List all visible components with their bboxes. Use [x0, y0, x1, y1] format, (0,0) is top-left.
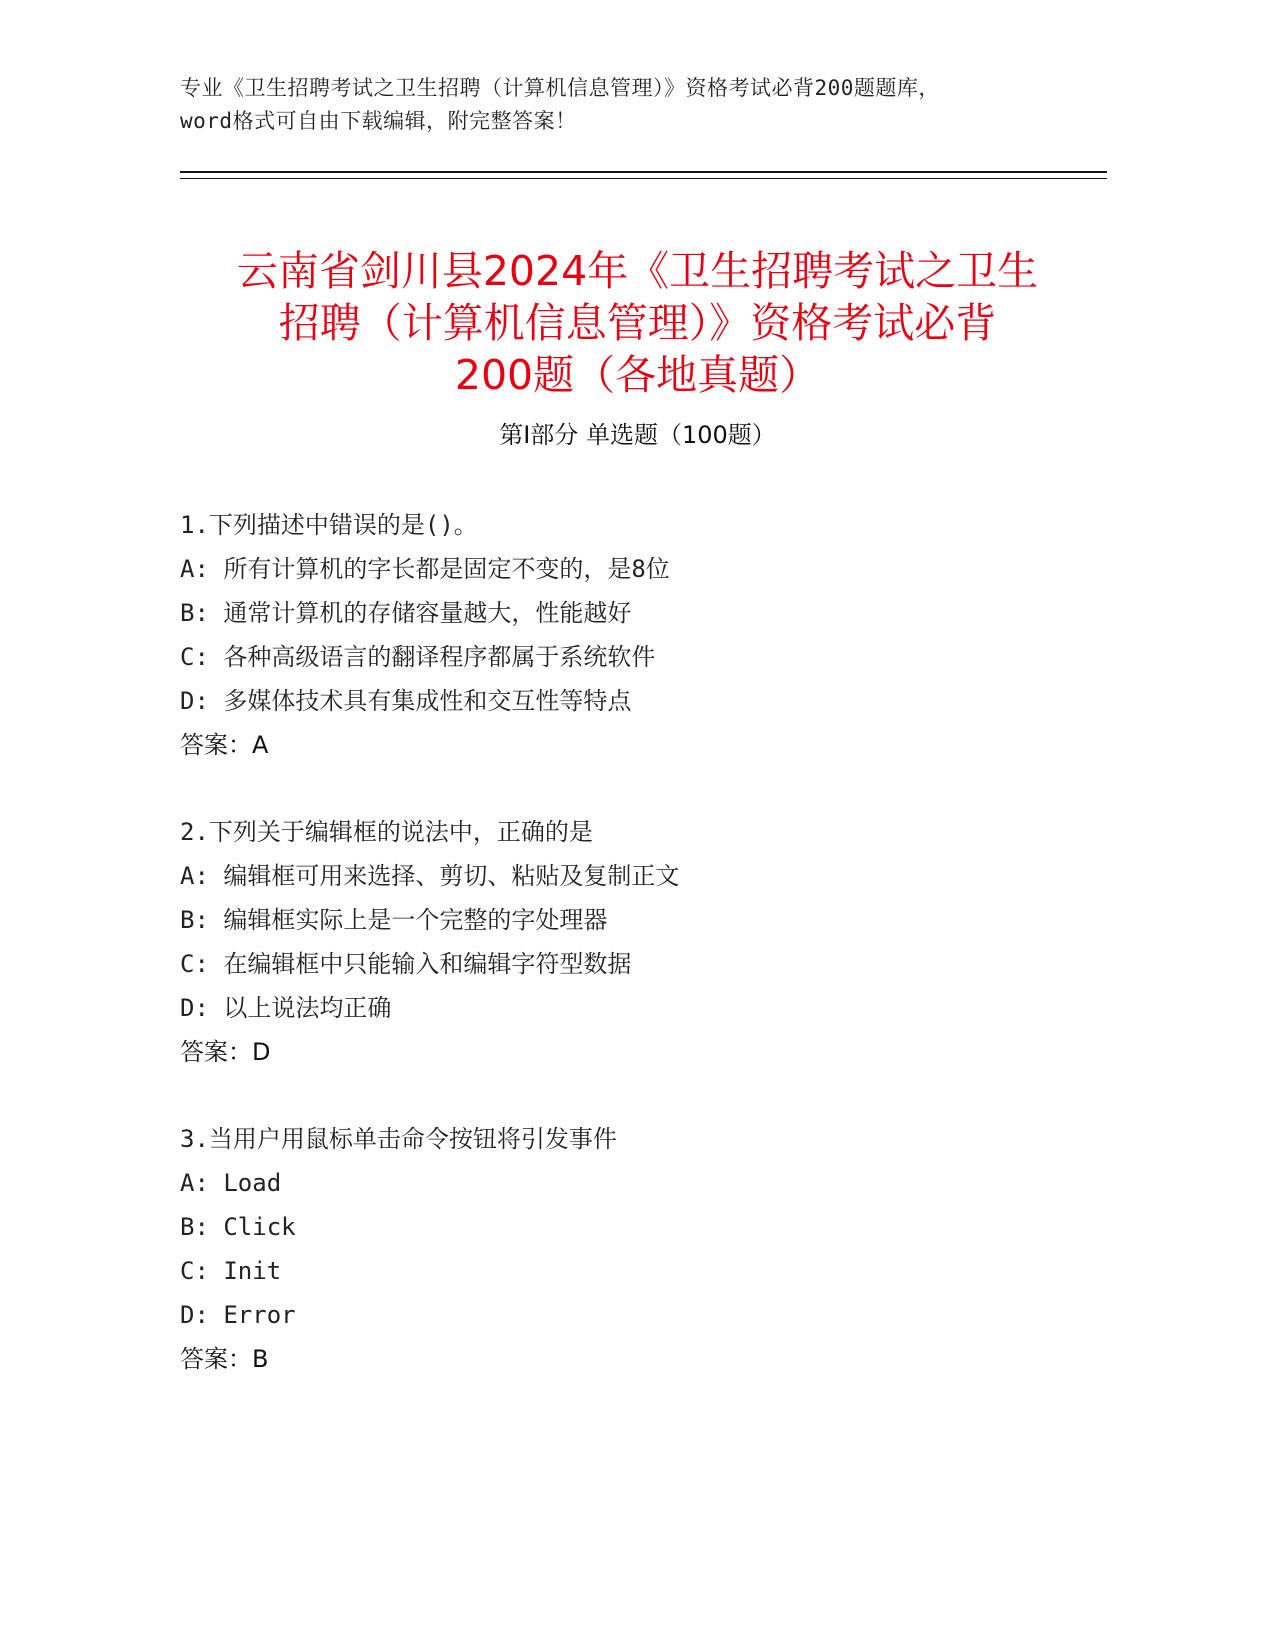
- option-c: C: 在编辑框中只能输入和编辑字符型数据: [180, 950, 632, 978]
- intro-line-1: 专业《卫生招聘考试之卫生招聘（计算机信息管理）》资格考试必背200题题库，: [180, 76, 940, 100]
- title-line-3: 200题（各地真题）: [454, 351, 821, 400]
- option-a: A: 编辑框可用来选择、剪切、粘贴及复制正文: [180, 862, 680, 890]
- option-b: B: 通常计算机的存储容量越大，性能越好: [180, 599, 632, 627]
- document-title: [150, 245, 1125, 401]
- title-line-1: 云南省剑川县2024年《卫生招聘考试之卫生: [236, 247, 1039, 296]
- option-d: D: 多媒体技术具有集成性和交互性等特点: [180, 687, 632, 715]
- question-1: [180, 503, 1110, 767]
- question-stem: 1.下列描述中错误的是()。: [180, 511, 478, 539]
- option-c: C: 各种高级语言的翻译程序都属于系统软件: [180, 643, 656, 671]
- option-a: A: 所有计算机的字长都是固定不变的，是8位: [180, 555, 670, 583]
- option-a: A: Load: [180, 1169, 282, 1197]
- option-b: B: 编辑框实际上是一个完整的字处理器: [180, 906, 608, 934]
- intro-line-2: word格式可自由下载编辑，附完整答案！: [180, 109, 577, 133]
- option-b: B: Click: [180, 1213, 296, 1241]
- option-d: D: Error: [180, 1301, 296, 1329]
- answer: 答案：D: [180, 1038, 271, 1066]
- question-3: [180, 1117, 1110, 1381]
- answer: 答案：A: [180, 731, 269, 759]
- document-intro: [180, 72, 1110, 138]
- option-c: C: Init: [180, 1257, 282, 1285]
- title-line-2: 招聘（计算机信息管理）》资格考试必背: [278, 299, 997, 348]
- section-heading: 第Ⅰ部分 单选题（100题）: [499, 421, 776, 449]
- header-rule-thick: [180, 171, 1107, 173]
- answer: 答案：B: [180, 1345, 269, 1373]
- question-list: [180, 503, 1110, 1424]
- question-2: [180, 810, 1110, 1074]
- header-rule-thin: [180, 178, 1107, 179]
- question-stem: 3.当用户用鼠标单击命令按钮将引发事件: [180, 1125, 617, 1153]
- question-stem: 2.下列关于编辑框的说法中，正确的是: [180, 818, 593, 846]
- option-d: D: 以上说法均正确: [180, 994, 392, 1022]
